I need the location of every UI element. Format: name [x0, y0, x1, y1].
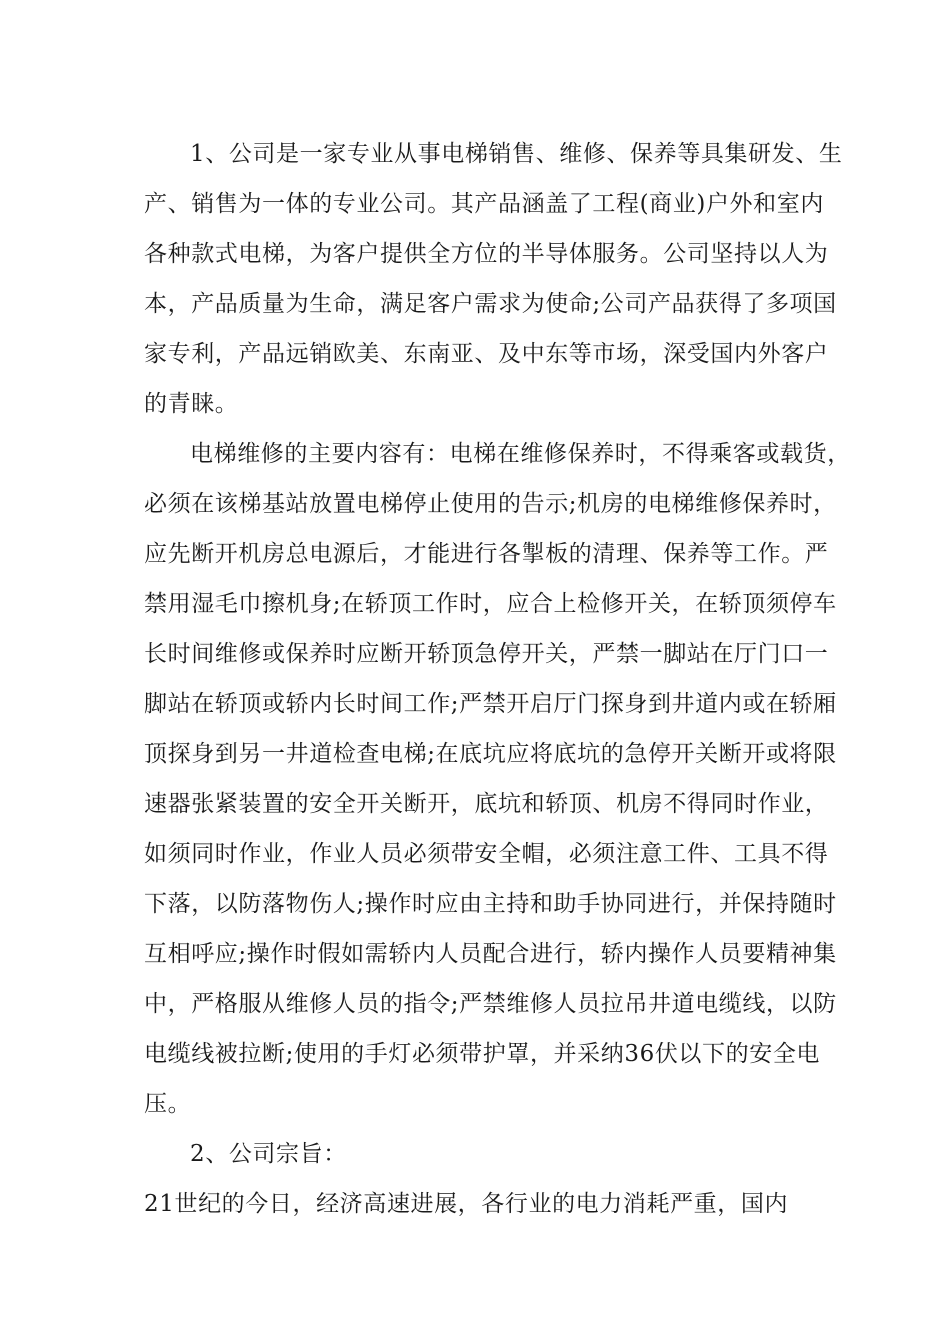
paragraph-2-line-5: 长时间维修或保养时应断开轿顶急停开关，严禁一脚站在厅门口一	[144, 641, 829, 667]
paragraph-1-line-5: 家专利，产品远销欧美、东南亚、及中东等市场，深受国内外客户	[144, 341, 829, 367]
paragraph-2-line-9: 如须同时作业，作业人员必须带安全帽，必须注意工件、工具不得	[144, 841, 829, 867]
paragraph-2-line-4: 禁用湿毛巾擦机身;在轿顶工作时，应合上检修开关，在轿顶须停车	[144, 591, 837, 617]
paragraph-2-line-8: 速器张紧装置的安全开关断开，底坑和轿顶、机房不得同时作业，	[144, 791, 829, 817]
paragraph-2-line-3: 应先断开机房总电源后，才能进行各掣板的清理、保养等工作。严	[144, 541, 829, 567]
paragraph-3-line-1: 21世纪的今日，经济高速进展，各行业的电力消耗严重，国内	[144, 1191, 789, 1217]
paragraph-2-line-1: 电梯维修的主要内容有：电梯在维修保养时，不得乘客或载货，	[190, 441, 851, 467]
paragraph-1-line-3: 各种款式电梯，为客户提供全方位的半导体服务。公司坚持以人为	[144, 241, 829, 267]
paragraph-1-line-2: 产、销售为一体的专业公司。其产品涵盖了工程(商业)户外和室内	[144, 191, 824, 217]
section-heading-company-purpose: 2、公司宗旨：	[190, 1141, 347, 1167]
paragraph-1-line-4: 本，产品质量为生命，满足客户需求为使命;公司产品获得了多项国	[144, 291, 837, 317]
paragraph-2-line-14: 压。	[144, 1091, 192, 1117]
paragraph-2-line-6: 脚站在轿顶或轿内长时间工作;严禁开启厅门探身到井道内或在轿厢	[144, 691, 837, 717]
paragraph-2-line-13: 电缆线被拉断;使用的手灯必须带护罩，并采纳36伏以下的安全电	[144, 1041, 821, 1067]
paragraph-2-line-7: 顶探身到另一井道检查电梯;在底坑应将底坑的急停开关断开或将限	[144, 741, 837, 767]
paragraph-1-line-1: 1、公司是一家专业从事电梯销售、维修、保养等具集研发、生	[190, 141, 843, 167]
paragraph-2-line-2: 必须在该梯基站放置电梯停止使用的告示;机房的电梯维修保养时，	[144, 491, 837, 517]
paragraph-1-line-6: 的青睐。	[144, 391, 239, 417]
paragraph-2-line-10: 下落，以防落物伤人;操作时应由主持和助手协同进行，并保持随时	[144, 891, 837, 917]
paragraph-2-line-11: 互相呼应;操作时假如需轿内人员配合进行，轿内操作人员要精神集	[144, 941, 837, 967]
paragraph-2-line-12: 中，严格服从维修人员的指令;严禁维修人员拉吊井道电缆线，以防	[144, 991, 837, 1017]
